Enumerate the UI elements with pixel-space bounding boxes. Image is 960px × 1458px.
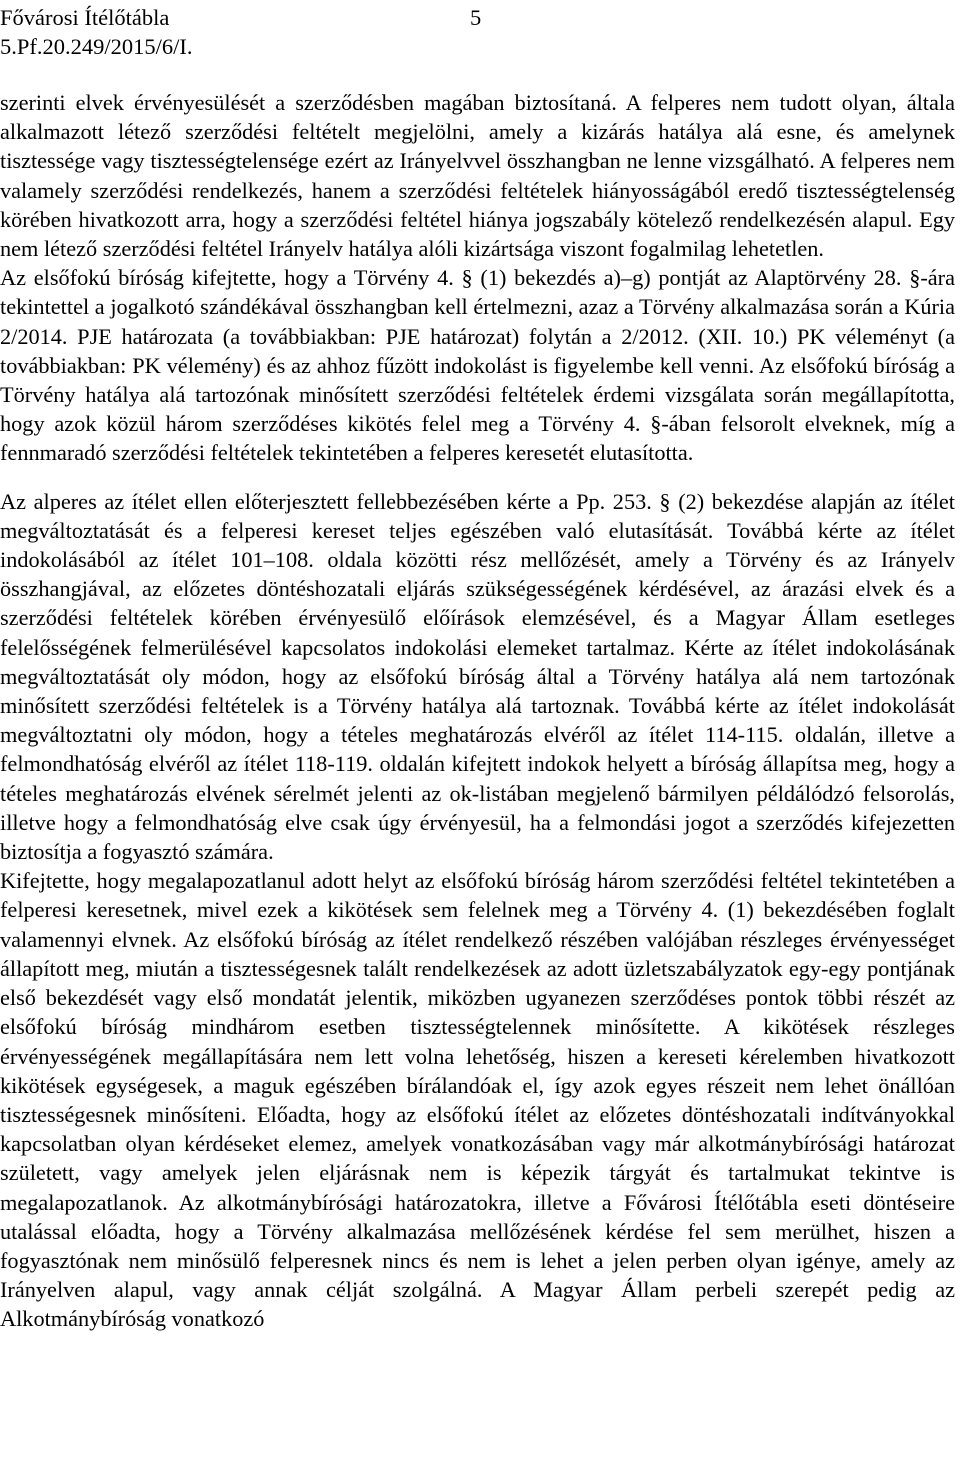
document-body: [0, 88, 955, 1334]
paragraph-1: szerinti elvek érvényesülését a szerződésben magában biztosítaná. A felperes nem tudott olyan, általa alkalmazott létező szerződési feltételt megjelölni, amely a kizárás hatálya alá esne, és amelynek tisztessége vagy tisztességtelensége ezért az Irányelvvel összhangban ne lenne vizsgálható. A felperes nem valamely szerződési rendelkezés, hanem a szerződési feltételek hiányosságából eredő tisztességtelenség körében hivatkozott arra, hogy a szerződési feltétel hiánya jogszabály kötelező rendelkezésén alapul. Egy nem létező szerződési feltétel Irányelv hatálya alóli kizártsága viszont fogalmilag lehetetlen.: [0, 90, 955, 262]
paragraph-2: Az elsőfokú bíróság kifejtette, hogy a Törvény 4. § (1) bekezdés a)–g) pontját az Alaptörvény 28. §-ára tekintettel a jogalkotó szándékával összhangban kell értelmezni, azaz a Törvény alkalmazása során a Kúria 2/2014. PJE határozata (a továbbiakban: PJE határozat) folytán a 2/2012. (XII. 10.) PK véleményt (a továbbiakban: PK vélemény) és az ahhoz fűzött indokolást is figyelembe kell venni. Az elsőfokú bíróság a Törvény hatálya alá tartozónak minősített szerződési feltételek érdemi vizsgálata során megállapította, hogy azok közül három szerződéses kikötés felel meg a Törvény 4. §-ában felsorolt elveknek, míg a fennmaradó szerződési feltételek tekintetében a felperes keresetét elutasította.: [0, 265, 955, 466]
court-name: Fővárosi Ítélőtábla: [0, 5, 170, 30]
paragraph-4: Kifejtette, hogy megalapozatlanul adott helyt az elsőfokú bíróság három szerződési feltétel tekintetében a felperesi keresetnek, mivel ezek a kikötések sem felelnek meg a Törvény 4. (1) bekezdésében foglalt valamennyi elvnek. Az elsőfokú bíróság az ítélet rendelkező részében valójában részleges érvényességet állapított meg, miután a tisztességesnek talált rendelkezések az adott üzletszabályzatok egy-egy pontjának első bekezdését vagy első mondatát jelentik, miközben ugyanezen szerződéses pontok többi részét az elsőfokú bíróság mindhárom esetben tisztességtelennek minősítette. A kikötések részleges érvényességének megállapítására nem lett volna lehetőség, hiszen a kereseti kérelemben hivatkozott kikötések egységesek, a maguk egészében bírálandóak el, így azok egyes részeit nem lehet önállóan tisztességesnek minősíteni. Előadta, hogy az elsőfokú ítélet az előzetes döntéshozatali indítványokkal kapcsolatban olyan kérdéseket elemez, amelyek vonatkozásában vagy már alkotmánybírósági határozat született, vagy amelyek jelen eljárásnak nem is képezik tárgyát és tartalmukat tekintve is megalapozatlanok. Az alkotmánybírósági határozatokra, illetve a Fővárosi Ítélőtábla eseti döntéseire utalással előadta, hogy a Törvény alkalmazása mellőzésének kérdése fel sem merülhet, hiszen a fogyasztónak nem minősülő felperesnek nincs és nem is lehet a jelen perben olyan igénye, amely az Irányelven alapul, vagy annak célját szolgálná. A Magyar Állam perbeli szerepét pedig az Alkotmánybíróság vonatkozó: [0, 868, 955, 1332]
page-number: 5: [470, 5, 482, 30]
paragraph-3: Az alperes az ítélet ellen előterjesztett fellebbezésében kérte a Pp. 253. § (2) bekezdése alapján az ítélet megváltoztatását és a felperesi kereset teljes egészében való elutasítását. Továbbá kérte az ítélet indokolásából az ítélet 101–108. oldala közötti rész mellőzését, amely a Törvény és az Irányelv összhangjával, az előzetes döntéshozatali eljárás szükségességének kérdésével, az árazási elvek és a szerződési feltételek körében érvényesülő előírások elemzésével, és a Magyar Állam esetleges felelősségének felmerülésével kapcsolatos indokolási elemeket tartalmaz. Kérte az ítélet indokolásának megváltoztatását oly módon, hogy az elsőfokú bíróság által a Törvény hatálya alá nem tartozónak minősített szerződési feltételek is a Törvény hatálya alá tartoznak. Továbbá kérte az ítélet indokolását megváltoztatni oly módon, hogy a tételes meghatározás elvéről az ítélet 114-115. oldalán, illetve a felmondhatóság elvéről az ítélet 118-119. oldalán kifejtett indokok helyett a bíróság állapítsa meg, hogy a tételes meghatározás elvének sérelmét jelenti az ok-listában megjelenő bármilyen példálódzó felsorolás, illetve hogy a felmondhatóság elve csak úgy érvényesül, ha a felmondási jogot a szerződés kifejezetten biztosítja a fogyasztó számára.: [0, 488, 955, 865]
case-number: 5.Pf.20.249/2015/6/I.: [0, 34, 193, 59]
